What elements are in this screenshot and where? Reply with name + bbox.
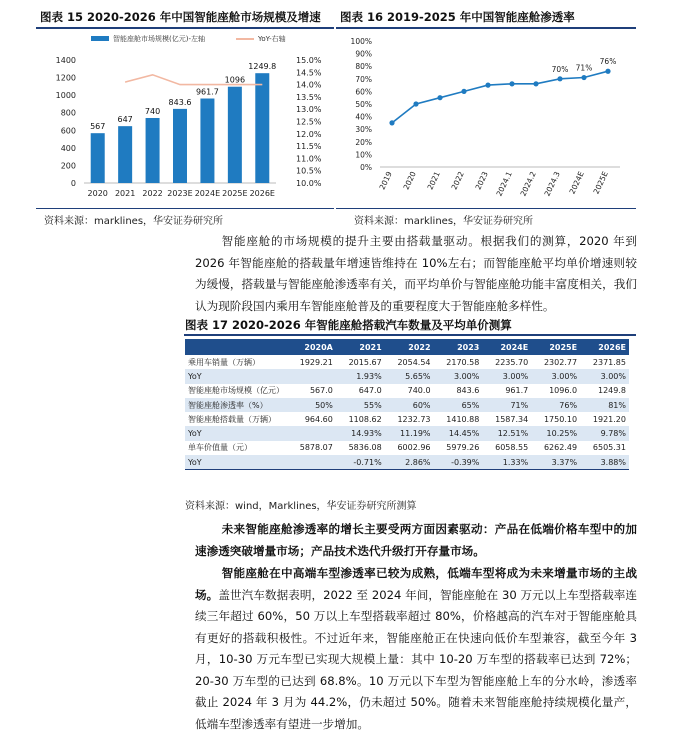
data-point-label: 71% bbox=[575, 63, 593, 73]
penetration-line bbox=[392, 71, 608, 123]
table-row bbox=[185, 426, 629, 440]
table-cell: 1.33% bbox=[482, 455, 531, 470]
estimate-table-wrapper bbox=[185, 339, 629, 470]
table-header-cell bbox=[185, 339, 287, 355]
table-cell: 12.51% bbox=[482, 426, 531, 440]
legend-bar-swatch bbox=[91, 36, 109, 41]
data-point bbox=[437, 95, 442, 100]
data-point bbox=[605, 69, 610, 74]
figure-17-source: 资料来源：wind，Marklines，华安证券研究所测算 bbox=[185, 501, 417, 512]
table-cell bbox=[287, 455, 336, 470]
paragraph-low-end-body: 盖世汽车数据表明，2022 至 2024 年间，智能座舱在 30 万元以上车型搭载率连续三年超过 60%，50 万以上车型搭载率超过 80%，价格越高的汽车对于智能座舱具有更好的搭载积极性。不过近年来，智能座舱正在快速向低价车型兼容，截至今年 3 月，10-30 万元车型已实现大规模上量：其中 10-20 万车型的搭载率已达到 72%；20-30 万车型的已达到 68.8%。10 万元以下车型为智能座舱上车的分水岭，渗透率截止 2024 年 3 月为 44.2%，仍未超过 50%。随着未来智能座舱持续规模化量产，低端车型渗透率有望进一步增加。 bbox=[195, 587, 637, 731]
data-point bbox=[533, 81, 538, 86]
bar bbox=[255, 73, 269, 183]
y-axis-tick-label: 30% bbox=[355, 125, 372, 135]
table-header-cell: 2024E bbox=[482, 339, 531, 355]
x-axis-tick-label: 2021 bbox=[114, 189, 136, 198]
data-point bbox=[389, 120, 394, 125]
bar bbox=[228, 87, 242, 183]
y-axis-tick-label: 70% bbox=[355, 74, 372, 84]
table-row bbox=[185, 412, 629, 426]
table-row-label: 乘用车销量（万辆） bbox=[188, 357, 260, 367]
right-axis-tick-label: 12.0% bbox=[296, 129, 322, 139]
table-cell: 5979.26 bbox=[446, 443, 480, 453]
table-cell bbox=[287, 426, 336, 440]
estimate-table bbox=[185, 339, 629, 470]
table-header-row bbox=[185, 339, 629, 355]
y-axis-tick-label: 80% bbox=[355, 62, 372, 72]
table-cell: 71% bbox=[482, 398, 531, 412]
table-cell: 5.65% bbox=[385, 369, 434, 383]
right-axis-tick-label: 12.5% bbox=[296, 117, 322, 127]
bar-data-label: 740 bbox=[144, 106, 161, 116]
x-axis-tick-label: 2022 bbox=[142, 189, 163, 198]
table-cell: 1587.34 bbox=[495, 414, 529, 424]
table-row bbox=[185, 441, 629, 455]
left-axis-tick-label: 400 bbox=[60, 143, 76, 153]
data-point bbox=[413, 101, 418, 106]
table-cell: 14.45% bbox=[434, 426, 483, 440]
x-axis-tick-label: 2024.1 bbox=[494, 170, 514, 198]
data-point bbox=[581, 75, 586, 80]
table-row bbox=[185, 369, 629, 383]
table-header-cell: 2026E bbox=[580, 339, 629, 355]
table-cell bbox=[287, 369, 336, 383]
legend-line-label: YoY-右轴 bbox=[258, 35, 286, 43]
table-cell: 1929.21 bbox=[299, 357, 333, 367]
paragraph-low-end-lead: 智能座舱在中高端车型渗透率已较为成熟，低端车型将成为未来增量市场的主战场。 bbox=[195, 566, 637, 602]
x-axis-tick-label: 2024.2 bbox=[518, 170, 538, 198]
right-axis-tick-label: 13.0% bbox=[296, 105, 322, 115]
table-cell: 6505.31 bbox=[592, 443, 626, 453]
x-axis-tick-label: 2020 bbox=[401, 170, 418, 192]
table-cell: 2.86% bbox=[385, 455, 434, 470]
table-row-label: 单车价值量（元） bbox=[188, 443, 252, 453]
table-cell: 3.00% bbox=[531, 369, 580, 383]
table-cell: 6262.49 bbox=[543, 443, 578, 453]
table-cell: 1921.20 bbox=[592, 414, 626, 424]
table-cell: 10.25% bbox=[531, 426, 580, 440]
right-axis-tick-label: 11.5% bbox=[296, 142, 322, 152]
y-axis-tick-label: 40% bbox=[355, 112, 372, 122]
table-cell: 50% bbox=[287, 398, 336, 412]
y-axis-tick-label: 10% bbox=[355, 150, 372, 160]
bar-data-label: 1096 bbox=[224, 75, 246, 85]
x-axis-tick-label: 2019 bbox=[377, 170, 394, 192]
table-cell: 60% bbox=[385, 398, 434, 412]
table-cell: 3.00% bbox=[482, 369, 531, 383]
paragraph-market-driver bbox=[195, 231, 637, 317]
table-row bbox=[185, 455, 629, 470]
paragraph-growth-drivers-text: 未来智能座舱渗透率的增长主要受两方面因素驱动：产品在低端价格车型中的加速渗透突破增量市场；产品技术迭代升级打开存量市场。 bbox=[195, 522, 637, 558]
table-cell: 2170.58 bbox=[446, 357, 480, 367]
table-cell: 2302.77 bbox=[543, 357, 578, 367]
paragraph-growth-drivers bbox=[195, 519, 637, 562]
right-axis-tick-label: 15.0% bbox=[296, 56, 322, 65]
bar-data-label: 567 bbox=[90, 122, 106, 132]
table-row-label: YoY bbox=[185, 455, 287, 470]
left-axis-tick-label: 1000 bbox=[55, 91, 76, 101]
table-cell: 81% bbox=[580, 398, 629, 412]
figure-16-bottom-rule bbox=[336, 208, 636, 209]
y-axis-tick-label: 90% bbox=[355, 49, 372, 59]
y-axis-tick-label: 60% bbox=[355, 87, 372, 97]
table-cell: 1750.10 bbox=[543, 414, 578, 424]
bar bbox=[200, 99, 214, 183]
y-axis-tick-label: 100% bbox=[350, 37, 372, 46]
bar bbox=[118, 126, 132, 183]
table-cell: 5836.08 bbox=[348, 443, 382, 453]
figure-17-title: 图表 17 2020-2026 年智能座舱搭载汽车数量及平均单价测算 bbox=[185, 318, 512, 332]
bar-data-label: 647 bbox=[117, 115, 133, 125]
bar-data-label: 961.7 bbox=[195, 87, 219, 97]
x-axis-tick-label: 2024E bbox=[194, 189, 221, 198]
table-cell: 2235.70 bbox=[495, 357, 529, 367]
table-cell: 76% bbox=[531, 398, 580, 412]
left-axis-tick-label: 800 bbox=[60, 108, 76, 118]
data-point-label: 76% bbox=[599, 57, 617, 67]
table-cell: 55% bbox=[336, 398, 385, 412]
table-cell: 3.00% bbox=[580, 369, 629, 383]
x-axis-tick-label: 2025E bbox=[222, 189, 248, 198]
x-axis-tick-label: 2025E bbox=[591, 170, 610, 196]
table-cell: 3.88% bbox=[580, 455, 629, 470]
left-axis-tick-label: 1200 bbox=[55, 73, 76, 83]
figure-15-source: 资料来源：marklines，华安证券研究所 bbox=[44, 216, 224, 227]
table-cell: 1096.0 bbox=[549, 386, 578, 396]
left-axis-tick-label: 200 bbox=[60, 161, 76, 171]
x-axis-tick-label: 2023E bbox=[167, 189, 193, 198]
paragraph-low-end-market bbox=[195, 563, 637, 735]
x-axis-tick-label: 2022 bbox=[449, 170, 466, 192]
table-row-label: 智能座舱市场规模（亿元） bbox=[188, 386, 284, 396]
table-cell: 961.7 bbox=[505, 386, 529, 396]
table-cell: 65% bbox=[434, 398, 483, 412]
y-axis-tick-label: 20% bbox=[355, 137, 372, 147]
bar bbox=[173, 109, 187, 183]
table-cell: 1.93% bbox=[336, 369, 385, 383]
table-cell: 1249.8 bbox=[598, 386, 626, 396]
table-header-cell: 2023 bbox=[434, 339, 483, 355]
data-point bbox=[461, 89, 466, 94]
x-axis-tick-label: 2024.3 bbox=[542, 170, 562, 198]
figure-16-title: 图表 16 2019-2025 年中国智能座舱渗透率 bbox=[340, 10, 575, 24]
bar bbox=[91, 133, 105, 183]
table-cell: 5878.07 bbox=[299, 443, 333, 453]
table-row-label: YoY bbox=[185, 426, 287, 440]
figure-15-bottom-rule bbox=[36, 208, 334, 209]
table-cell: 14.93% bbox=[336, 426, 385, 440]
table-header-cell: 2021 bbox=[336, 339, 385, 355]
table-cell: 6002.96 bbox=[397, 443, 431, 453]
x-axis-tick-label: 2024E bbox=[567, 170, 586, 196]
right-axis-tick-label: 13.5% bbox=[296, 92, 322, 102]
left-axis-tick-label: 1400 bbox=[55, 56, 76, 65]
data-point bbox=[509, 81, 514, 86]
table-cell: 6058.55 bbox=[495, 443, 529, 453]
table-row-label: YoY bbox=[185, 369, 287, 383]
table-row bbox=[185, 355, 629, 369]
bar-data-label: 1249.8 bbox=[248, 62, 277, 72]
right-axis-tick-label: 14.5% bbox=[296, 68, 322, 78]
x-axis-tick-label: 2021 bbox=[425, 170, 442, 192]
table-cell: 1232.73 bbox=[397, 414, 431, 424]
right-axis-tick-label: 11.0% bbox=[296, 154, 322, 164]
table-cell: 647.0 bbox=[358, 386, 382, 396]
market-size-chart bbox=[36, 29, 336, 207]
figure-16-source: 资料来源：marklines，华安证券研究所 bbox=[354, 216, 534, 227]
left-axis-tick-label: 600 bbox=[60, 126, 76, 136]
right-axis-tick-label: 10.5% bbox=[296, 166, 322, 176]
table-cell: 740.0 bbox=[407, 386, 431, 396]
x-axis-tick-label: 2026E bbox=[249, 189, 275, 198]
data-point-label: 70% bbox=[551, 64, 569, 74]
table-cell: 2371.85 bbox=[592, 357, 626, 367]
table-cell: 2015.67 bbox=[348, 357, 382, 367]
right-axis-tick-label: 10.0% bbox=[296, 179, 322, 188]
table-cell: -0.39% bbox=[434, 455, 483, 470]
table-header-cell: 2020A bbox=[287, 339, 336, 355]
table-header-cell: 2025E bbox=[531, 339, 580, 355]
table-cell: 1108.62 bbox=[348, 414, 382, 424]
bar bbox=[146, 118, 160, 183]
table-cell: 3.00% bbox=[434, 369, 483, 383]
table-row-label: 智能座舱渗透率（%） bbox=[185, 398, 287, 412]
data-point bbox=[557, 76, 562, 81]
table-cell: 1410.88 bbox=[446, 414, 480, 424]
table-cell: 843.6 bbox=[456, 386, 480, 396]
table-cell: 3.37% bbox=[531, 455, 580, 470]
paragraph-market-driver-text: 智能座舱的市场规模的提升主要由搭载量驱动。根据我们的测算，2020 年到 2026 年智能座舱的搭载量年增速皆维持在 10%左右；而智能座舱平均单价增速则较为缓慢，搭载量与智能座舱渗透率有关，而平均单价与智能座舱功能丰富度相关，我们认为现阶段国内乘用车智能座舱普及的重要程度大于智能座舱多样性。 bbox=[195, 234, 637, 313]
table-row bbox=[185, 398, 629, 412]
right-axis-tick-label: 14.0% bbox=[296, 80, 322, 90]
y-axis-tick-label: 50% bbox=[355, 100, 372, 109]
table-cell: 964.60 bbox=[304, 414, 333, 424]
table-cell: 567.0 bbox=[309, 386, 333, 396]
table-row-label: 智能座舱搭载量（万辆） bbox=[188, 414, 276, 424]
left-axis-tick-label: 0 bbox=[70, 179, 76, 188]
x-axis-tick-label: 2020 bbox=[87, 189, 108, 198]
penetration-rate-chart bbox=[336, 29, 636, 207]
bar-data-label: 843.6 bbox=[168, 97, 192, 107]
table-cell: 9.78% bbox=[580, 426, 629, 440]
x-axis-tick-label: 2023 bbox=[473, 170, 490, 192]
table-cell: 2054.54 bbox=[397, 357, 431, 367]
legend-bar-label: 智能座舱市场规模(亿元)-左轴 bbox=[113, 35, 205, 43]
figure-17-top-rule bbox=[184, 334, 636, 336]
table-header-cell: 2022 bbox=[385, 339, 434, 355]
table-cell: 11.19% bbox=[385, 426, 434, 440]
figure-15-title: 图表 15 2020-2026 年中国智能座舱市场规模及增速 bbox=[40, 10, 321, 24]
table-cell: -0.71% bbox=[336, 455, 385, 470]
y-axis-tick-label: 0% bbox=[360, 163, 372, 172]
table-row bbox=[185, 384, 629, 398]
data-point bbox=[485, 83, 490, 88]
